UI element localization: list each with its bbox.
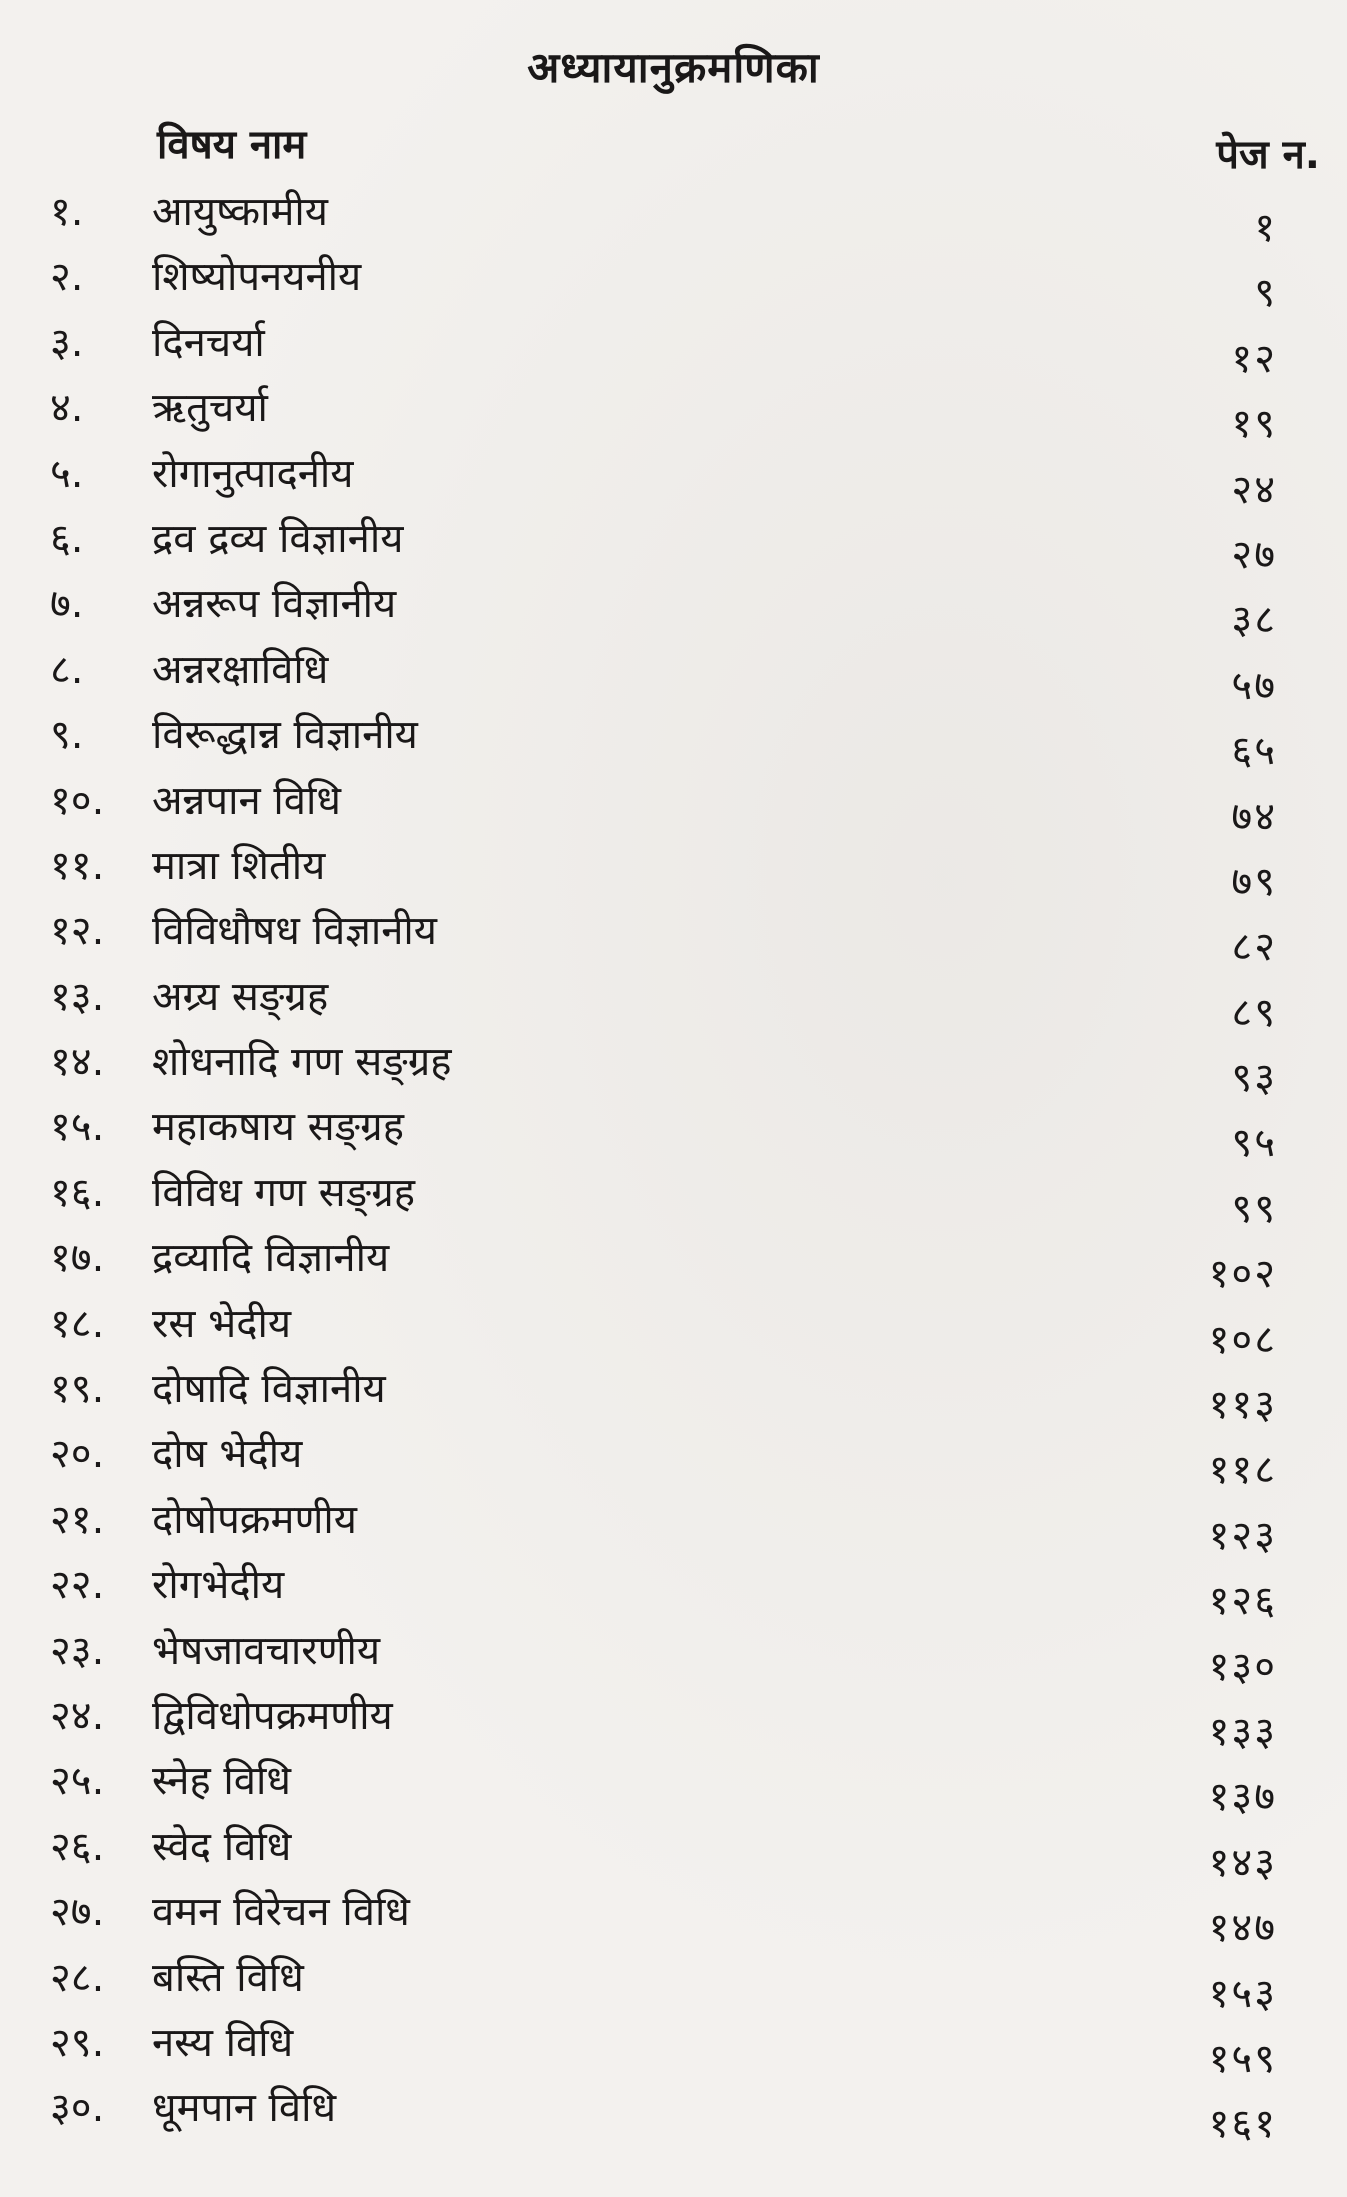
chapter-page-number: ५७ — [1231, 662, 1277, 709]
chapter-number: २७. — [50, 1889, 105, 1936]
contents-row — [0, 969, 1347, 1034]
chapter-number: २०. — [50, 1431, 105, 1478]
contents-row — [0, 1296, 1347, 1361]
chapter-number: २३. — [50, 1627, 105, 1674]
chapter-name: द्विविधोपक्रमणीय — [152, 1692, 393, 1739]
chapter-page-number: १२३ — [1208, 1512, 1277, 1559]
contents-row — [0, 1492, 1347, 1557]
chapter-number: २४. — [50, 1692, 105, 1739]
chapter-number: १८. — [50, 1300, 105, 1347]
chapter-name: नस्य विधि — [152, 2019, 294, 2066]
chapter-number: २५. — [50, 1758, 105, 1805]
chapter-name: द्रव द्रव्य विज्ञानीय — [152, 515, 404, 562]
chapter-name: विविधौषध विज्ञानीय — [152, 908, 437, 955]
chapter-number: १३. — [50, 973, 105, 1020]
subject-column-header: विषय नाम — [157, 122, 307, 168]
contents-row — [0, 1426, 1347, 1494]
chapter-page-number: १५९ — [1208, 2035, 1277, 2082]
chapter-name: दोषादि विज्ञानीय — [152, 1366, 386, 1413]
chapter-number: ५. — [50, 450, 84, 497]
chapter-number: १५. — [50, 1104, 105, 1151]
chapter-name: अन्नरक्षाविधि — [152, 646, 329, 693]
chapter-number: २९. — [50, 2019, 105, 2066]
contents-row — [0, 511, 1347, 576]
contents-row — [0, 380, 1347, 448]
contents-row — [0, 315, 1347, 380]
contents-row — [0, 576, 1347, 644]
chapter-name: धूमपान विधि — [152, 2085, 337, 2132]
chapter-number: ६. — [50, 515, 84, 562]
chapter-name: महाकषाय सङ्ग्रह — [152, 1104, 404, 1151]
contents-row — [0, 1753, 1347, 1821]
chapter-number: १. — [50, 189, 84, 235]
chapter-number: १२. — [50, 908, 105, 955]
chapter-number: २१. — [50, 1496, 105, 1543]
chapter-page-number: १३३ — [1208, 1708, 1277, 1755]
chapter-page-number: ९९ — [1231, 1185, 1277, 1232]
chapter-name: विरूद्धान्न विज्ञानीय — [152, 712, 418, 759]
chapter-number: २६. — [50, 1823, 105, 1870]
chapter-number: ९. — [50, 712, 84, 759]
chapter-page-number: १२ — [1231, 335, 1277, 382]
chapter-name: मात्रा शितीय — [152, 842, 326, 889]
chapter-name: द्रव्यादि विज्ञानीय — [152, 1235, 390, 1282]
chapter-page-number: १९ — [1231, 401, 1277, 448]
contents-row — [0, 1557, 1347, 1625]
chapter-number: १०. — [50, 777, 105, 824]
contents-row — [0, 1034, 1347, 1102]
chapter-page-number: २७ — [1231, 531, 1277, 578]
chapter-page-number: ६५ — [1231, 728, 1277, 775]
chapter-number: ११. — [50, 842, 105, 889]
chapter-number: १९. — [50, 1366, 105, 1413]
chapter-name: अन्नरूप विज्ञानीय — [152, 581, 397, 628]
contents-row — [0, 1165, 1347, 1230]
chapter-name: ऋतुचर्या — [152, 385, 268, 432]
chapter-page-number: १४७ — [1208, 1905, 1277, 1952]
chapter-name: रस भेदीय — [152, 1300, 292, 1347]
contents-row — [0, 184, 1347, 249]
chapter-name: अग्र्य सङ्ग्रह — [152, 973, 329, 1020]
contents-row — [0, 2015, 1347, 2080]
contents-row — [0, 1099, 1347, 1167]
chapter-name: दोष भेदीय — [152, 1431, 303, 1478]
contents-row — [0, 249, 1347, 317]
chapter-page-number: २४ — [1231, 466, 1277, 513]
contents-row — [0, 707, 1347, 775]
chapter-number: ३०. — [50, 2085, 105, 2132]
chapter-name: अन्नपान विधि — [152, 777, 341, 824]
chapter-page-number: १३७ — [1208, 1774, 1277, 1821]
chapter-page-number: १४३ — [1208, 1839, 1277, 1886]
chapter-page-number: १०२ — [1208, 1251, 1277, 1298]
chapter-page-number: ९३ — [1231, 1055, 1277, 1102]
chapter-name: शिष्योपनयनीय — [152, 254, 362, 301]
chapter-page-number: ९ — [1254, 270, 1277, 317]
chapter-name: विविध गण सङ्ग्रह — [152, 1169, 415, 1216]
contents-row — [0, 1950, 1347, 2015]
chapter-page-number: ७४ — [1231, 793, 1277, 840]
chapter-number: ८. — [50, 646, 84, 693]
chapter-number: १६. — [50, 1169, 105, 1216]
contents-row — [0, 1361, 1347, 1429]
chapter-name: वमन विरेचन विधि — [152, 1889, 410, 1936]
chapter-name: आयुष्कामीय — [152, 189, 328, 235]
chapter-number: २८. — [50, 1954, 105, 2001]
chapter-page-number: १०८ — [1208, 1316, 1277, 1363]
contents-row — [0, 2080, 1347, 2148]
chapter-page-number: ११३ — [1208, 1382, 1277, 1429]
contents-row — [0, 1884, 1347, 1952]
chapter-name: रोगानुत्पादनीय — [152, 450, 354, 497]
chapter-page-number: १ — [1254, 205, 1277, 251]
chapter-page-number: ९५ — [1231, 1120, 1277, 1167]
contents-row — [0, 1230, 1347, 1298]
chapter-name: स्नेह विधि — [152, 1758, 291, 1805]
chapter-name: दिनचर्या — [152, 319, 265, 366]
chapter-number: ३. — [50, 319, 84, 366]
chapter-name: स्वेद विधि — [152, 1823, 292, 1870]
chapter-number: ७. — [50, 581, 84, 628]
contents-row — [0, 838, 1347, 903]
chapter-name: बस्ति विधि — [152, 1954, 304, 2001]
chapter-number: २२. — [50, 1562, 105, 1609]
contents-list — [0, 184, 1347, 2146]
chapter-number: २. — [50, 254, 84, 301]
chapter-name: दोषोपक्रमणीय — [152, 1496, 357, 1543]
chapter-name: भेषजावचारणीय — [152, 1627, 381, 1674]
contents-row — [0, 642, 1347, 707]
chapter-number: १४. — [50, 1039, 105, 1086]
chapter-page-number: १५३ — [1208, 1970, 1277, 2017]
chapter-page-number: ८९ — [1231, 989, 1277, 1036]
contents-row — [0, 773, 1347, 838]
contents-row — [0, 1688, 1347, 1753]
chapter-page-number: १२६ — [1208, 1578, 1277, 1625]
chapter-page-number: ७९ — [1231, 858, 1277, 905]
chapter-page-number: ३८ — [1231, 597, 1277, 644]
page-number-column-header: पेज न. — [1216, 132, 1320, 178]
contents-row — [0, 446, 1347, 511]
chapter-number: १७. — [50, 1235, 105, 1282]
chapter-page-number: १३० — [1208, 1643, 1277, 1690]
page-title: अध्यायानुक्रमणिका — [527, 43, 820, 92]
contents-row — [0, 1819, 1347, 1884]
contents-row — [0, 1623, 1347, 1688]
chapter-page-number: ११८ — [1208, 1447, 1277, 1494]
chapter-number: ४. — [50, 385, 84, 432]
chapter-page-number: १६१ — [1208, 2101, 1277, 2148]
chapter-page-number: ८२ — [1231, 924, 1277, 971]
contents-row — [0, 903, 1347, 971]
chapter-name: शोधनादि गण सङ्ग्रह — [152, 1039, 452, 1086]
chapter-name: रोगभेदीय — [152, 1562, 285, 1609]
